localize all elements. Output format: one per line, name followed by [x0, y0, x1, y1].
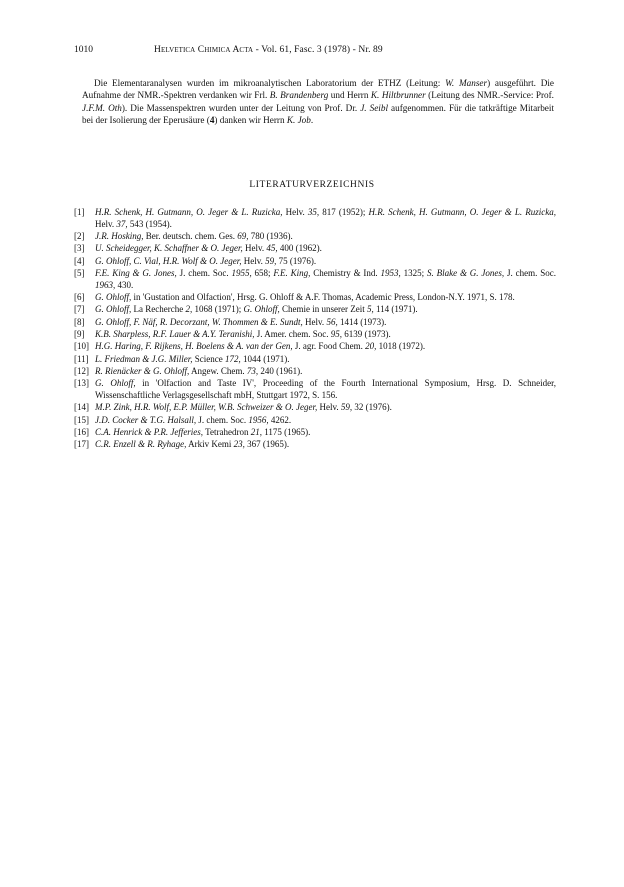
reference-text: in 'Olfaction and Taste IV', Proceeding of the Fourth International Symposium, Hrsg. D. Schneider, Wissenschaftliche Verlagsgesellschaft mbH, Stuttgart 1972, S. 156.	[95, 378, 556, 400]
reference-authors: K.B. Sharpless, R.F. Lauer & A.Y. Teranishi,	[95, 328, 255, 339]
reference-volume: 23,	[233, 439, 245, 450]
reference-number: [14]	[74, 402, 89, 413]
reference-text: 400 (1962).	[277, 243, 322, 254]
reference-authors: G. Ohloff,	[95, 304, 132, 315]
compound-number: 4	[209, 114, 215, 125]
reference-item	[74, 439, 556, 451]
reference-item	[74, 317, 556, 329]
reference-authors: G. Ohloff, C. Vial, H.R. Wolf & O. Jeger,	[95, 255, 242, 266]
reference-authors: H.R. Schenk, H. Gutmann, O. Jeger & L. Ruzicka,	[368, 207, 556, 217]
reference-item	[74, 378, 556, 402]
reference-item	[74, 231, 556, 243]
reference-authors: G. Ohloff,	[95, 378, 136, 389]
reference-text: 367 (1965).	[244, 439, 290, 450]
reference-number: [6]	[74, 292, 85, 303]
reference-text: 1325;	[400, 267, 427, 278]
ack-person: B. Brandenberg	[269, 90, 329, 101]
reference-text: Angew. Chem.	[189, 365, 247, 376]
reference-number: [8]	[74, 316, 85, 327]
reference-volume: 59,	[340, 402, 353, 413]
journal-issue: - Vol. 61, Fasc. 3 (1978) - Nr. 89	[253, 45, 383, 55]
reference-authors: G. Ohloff, F. Näf, R. Decorzant, W. Thommen & E. Sundt,	[95, 316, 303, 327]
reference-authors: G. Ohloff,	[95, 292, 132, 303]
reference-authors: J.R. Hosking,	[95, 231, 144, 242]
reference-authors: M.P. Zink, H.R. Wolf, E.P. Müller, W.B. Schweizer & O. Jeger,	[95, 402, 318, 413]
acknowledgement-paragraph	[82, 77, 554, 126]
reference-volume: 56,	[326, 316, 338, 327]
reference-volume: 35,	[307, 207, 320, 217]
reference-number: [15]	[74, 414, 89, 425]
reference-authors: F.E. King & G. Jones,	[95, 267, 177, 278]
reference-item	[74, 366, 556, 378]
reference-text: 6139 (1973).	[342, 328, 391, 339]
reference-text: 1414 (1973).	[337, 316, 387, 327]
reference-volume: 5,	[366, 304, 374, 315]
reference-volume: 2,	[185, 304, 193, 315]
reference-item	[74, 402, 556, 414]
reference-item	[74, 304, 556, 316]
reference-volume: 59,	[265, 255, 277, 266]
reference-text: 114 (1971).	[373, 304, 418, 315]
reference-volume: 21,	[250, 426, 262, 437]
ack-person: W. Manser	[445, 78, 488, 89]
reference-item	[74, 427, 556, 439]
reference-authors: C.A. Henrick & P.R. Jefferies,	[95, 426, 204, 437]
reference-text: 817 (1952);	[319, 207, 369, 217]
reference-number: [17]	[74, 439, 89, 450]
ack-text: .	[310, 114, 314, 125]
reference-authors: F.E. King,	[273, 267, 311, 278]
reference-authors: H.G. Haring, F. Rijkens, H. Boelens & A. van der Gen,	[95, 341, 293, 352]
reference-text: 1018 (1972).	[376, 341, 426, 352]
reference-text: Ber. deutsch. chem. Ges.	[143, 231, 238, 242]
reference-text: J. agr. Food Chem.	[292, 341, 366, 352]
ack-text: aufgenommen. Für die tatkräftige Mitarbeit bei der Isolierung der Eperusäure (	[82, 102, 554, 125]
reference-number: [9]	[74, 328, 85, 339]
ack-text: (Leitung des NMR.-Service: Prof.	[425, 90, 554, 101]
reference-item	[74, 341, 556, 353]
reference-text: 240 (1961).	[258, 365, 303, 376]
reference-number: [11]	[74, 353, 89, 364]
reference-volume: 1956,	[248, 414, 269, 425]
reference-authors: C.R. Enzell & R. Ryhage,	[95, 439, 187, 450]
reference-volume: 69,	[237, 231, 249, 242]
reference-number: [13]	[74, 378, 89, 389]
ack-text: ) ausgeführt. Die Aufnahme der NMR.-Spektren verdanken wir Frl.	[82, 78, 554, 101]
reference-text: 658;	[251, 267, 274, 278]
reference-number: [7]	[74, 304, 85, 315]
reference-text: in 'Gustation and Olfaction', Hrsg. G. Ohloff & A.F. Thomas, Academic Press, London-N.Y. 1971, S. 178.	[131, 292, 515, 303]
reference-volume: 95,	[330, 328, 343, 339]
reference-text: 430.	[115, 279, 134, 290]
reference-text: Tetrahedron	[203, 426, 251, 437]
reference-text: J. chem. Soc.	[176, 267, 232, 278]
ack-person: J.F.M. Oth	[82, 102, 122, 113]
ack-text: Die Elementaranalysen wurden im mikroanalytischen Laboratorium der ETHZ (Leitung:	[94, 78, 446, 89]
ack-person: K. Hiltbrunner	[370, 90, 426, 101]
reference-text: 1068 (1971);	[192, 304, 244, 315]
reference-authors: R. Rienäcker & G. Ohloff,	[95, 365, 190, 376]
reference-authors: S. Blake & G. Jones,	[427, 267, 505, 278]
page-number: 1010	[74, 45, 93, 55]
reference-text: Helv.	[95, 218, 117, 229]
reference-text: J. Amer. chem. Soc.	[254, 328, 331, 339]
reference-volume: 45,	[266, 243, 278, 254]
reference-text: 1175 (1965).	[262, 426, 311, 437]
reference-text: 543 (1954).	[127, 218, 172, 229]
reference-item	[74, 292, 556, 304]
reference-volume: 1963,	[95, 279, 116, 290]
reference-authors: G. Ohloff,	[243, 304, 280, 315]
reference-text: Helv.	[242, 243, 267, 254]
ack-text: ). Die Massenspektren wurden unter der Leitung von Prof. Dr.	[121, 102, 361, 113]
reference-item	[74, 268, 556, 292]
reference-text: 75 (1976).	[276, 255, 317, 266]
reference-text: 32 (1976).	[352, 402, 392, 413]
ack-text: ) danken wir Herrn	[214, 114, 287, 125]
reference-text: 780 (1936).	[248, 231, 293, 242]
reference-number: [2]	[74, 231, 85, 242]
reference-volume: 37,	[116, 218, 128, 229]
reference-text: J. chem. Soc.	[196, 414, 249, 425]
reference-number: [16]	[74, 426, 89, 437]
reference-text: Helv.	[241, 255, 266, 266]
reference-number: [10]	[74, 341, 89, 352]
journal-name: Helvetica Chimica Acta	[154, 45, 254, 55]
running-head	[154, 44, 383, 56]
reference-item	[74, 329, 556, 341]
reference-text: 1044 (1971).	[240, 353, 290, 364]
reference-volume: 1955,	[231, 267, 252, 278]
reference-text: Chemie in unserer Zeit	[279, 304, 367, 315]
reference-volume: 1953,	[380, 267, 401, 278]
reference-list	[74, 207, 556, 451]
ack-person: J. Seibl	[360, 102, 389, 113]
reference-text: Chemistry & Ind.	[310, 267, 381, 278]
reference-text: La Recherche	[131, 304, 186, 315]
reference-volume: 172,	[224, 353, 241, 364]
ack-person: K. Job	[286, 114, 311, 125]
reference-authors: U. Scheidegger, K. Schaffner & O. Jeger,	[95, 243, 243, 254]
reference-authors: J.D. Cocker & T.G. Halsall,	[95, 414, 197, 425]
reference-text: Helv.	[317, 402, 341, 413]
reference-volume: 20,	[365, 341, 377, 352]
reference-number: [5]	[74, 267, 85, 278]
reference-item	[74, 243, 556, 255]
reference-volume: 73,	[246, 365, 259, 376]
reference-text: Science	[192, 353, 225, 364]
reference-text: Helv.	[282, 207, 308, 217]
reference-number: [1]	[74, 207, 85, 217]
reference-item	[74, 354, 556, 366]
reference-item	[74, 207, 556, 231]
reference-item	[74, 256, 556, 268]
reference-text: J. chem. Soc.	[504, 267, 556, 278]
reference-authors: H.R. Schenk, H. Gutmann, O. Jeger & L. Ruzicka,	[95, 207, 283, 217]
reference-number: [4]	[74, 255, 85, 266]
reference-number: [3]	[74, 243, 85, 254]
reference-text: Helv.	[302, 316, 327, 327]
reference-number: [12]	[74, 365, 89, 376]
reference-text: Arkiv Kemi	[186, 439, 234, 450]
section-title: LITERATURVERZEICHNIS	[249, 180, 375, 190]
reference-authors: L. Friedman & J.G. Miller,	[95, 353, 193, 364]
reference-text: 4262.	[268, 414, 292, 425]
ack-text: und Herrn	[328, 90, 371, 101]
reference-item	[74, 415, 556, 427]
